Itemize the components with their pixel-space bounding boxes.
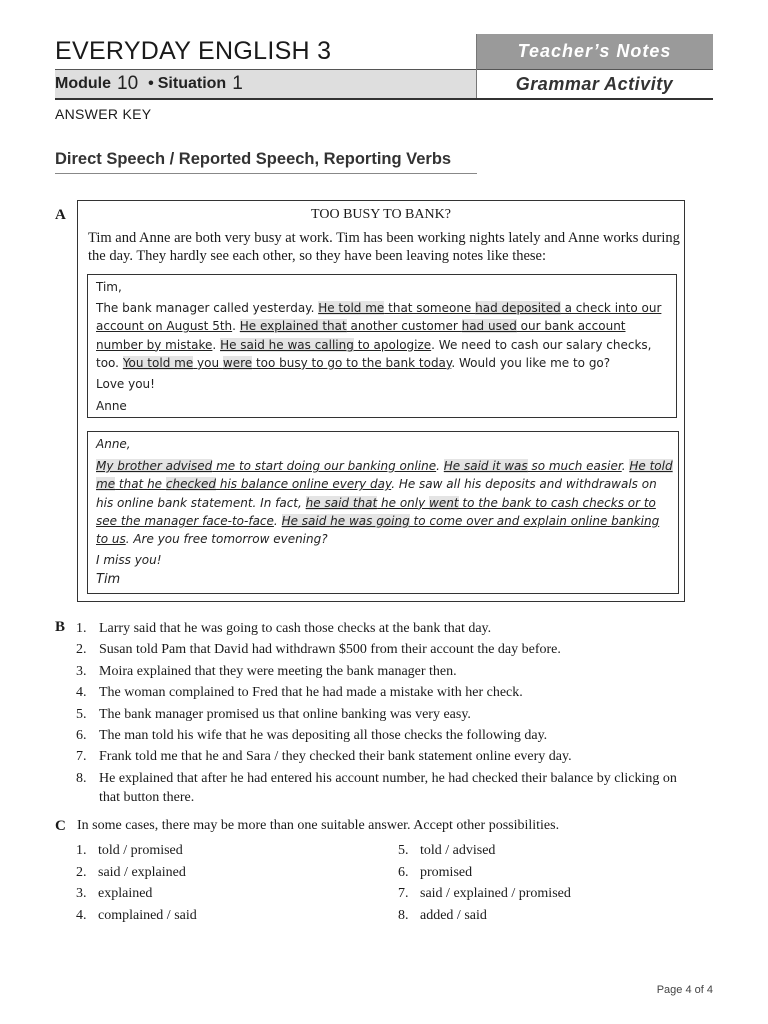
section-c-left-column	[76, 840, 197, 926]
item-number: 3.	[76, 663, 87, 679]
list-item	[76, 661, 696, 682]
reporting-verb-highlight: He explained that	[239, 319, 347, 334]
list-item	[76, 746, 696, 767]
item-number: 7.	[76, 749, 87, 765]
text-span: another customer	[346, 319, 462, 334]
section-a-label: A	[55, 207, 66, 223]
text-span: me to start doing our banking online	[212, 459, 437, 473]
text-span: a check into our account on August 5th	[96, 301, 662, 334]
text-span: so much easier	[527, 459, 622, 473]
story-intro: Tim and Anne are both very busy at work. Tim has been working nights lately and Anne works during the day. They hardly see each other, so they have been leaving notes like these:	[88, 230, 680, 264]
text-span: he only	[377, 495, 430, 510]
text-span: . He saw all his deposits and withdrawals on his online bank statement. In fact,	[96, 477, 657, 510]
item-text: told / advised	[420, 843, 496, 858]
note-from-anne	[87, 274, 677, 418]
reporting-verb-highlight: My brother advised	[96, 459, 213, 473]
item-number: 8.	[76, 770, 87, 786]
item-text: He explained that after he had entered his account number, he had checked their balance by clicking on that button there.	[99, 770, 677, 806]
item-text: Larry said that he was going to cash those checks at the bank that day.	[99, 621, 492, 636]
module-number: 10	[117, 73, 139, 94]
section-b-list	[76, 618, 696, 808]
answer-key-label: ANSWER KEY	[55, 106, 152, 122]
item-number: 8.	[398, 907, 409, 923]
item-text: explained	[98, 886, 153, 901]
item-number: 2.	[76, 642, 87, 658]
verb-tense-highlight: checked	[165, 477, 217, 492]
page-number: Page 4 of 4	[656, 984, 713, 996]
text-span: to apologize	[353, 337, 432, 352]
list-item	[76, 704, 696, 725]
verb-tense-highlight: were	[222, 355, 253, 370]
list-item	[398, 862, 571, 884]
bullet-separator: •	[148, 75, 154, 92]
list-item	[76, 883, 197, 905]
text-span: The bank manager called yesterday.	[96, 301, 319, 315]
item-text: Moira explained that they were meeting the bank manager then.	[99, 663, 457, 679]
item-number: 7.	[398, 886, 409, 901]
text-span: .	[436, 459, 444, 473]
section-c-right-column	[398, 840, 571, 926]
item-text: told / promised	[98, 843, 183, 858]
verb-tense-highlight: went	[429, 495, 459, 510]
item-text: Frank told me that he and Sara / they checked their bank statement online every day.	[99, 749, 572, 765]
item-text: Susan told Pam that David had withdrawn $500 from their account the day before.	[99, 642, 561, 658]
item-number: 1.	[76, 843, 87, 858]
text-span: . We need to cash our salary checks, too.	[96, 337, 652, 370]
list-item	[76, 618, 696, 639]
list-item	[76, 905, 197, 927]
header-bottom-rule	[55, 98, 713, 100]
section-b-label: B	[55, 619, 66, 635]
item-text: said / explained / promised	[420, 886, 571, 901]
item-number: 1.	[76, 621, 87, 636]
verb-tense-highlight: had used	[461, 319, 517, 334]
item-text: The bank manager promised us that online banking was very easy.	[99, 706, 471, 722]
item-text: The woman complained to Fred that he had made a mistake with her check.	[99, 685, 523, 701]
section-title: Direct Speech / Reported Speech, Reporting Verbs	[55, 150, 477, 174]
reporting-verb-highlight: He said he was going	[281, 513, 410, 528]
list-item	[398, 905, 571, 927]
item-number: 3.	[76, 886, 87, 901]
note1-body	[96, 299, 672, 372]
note-from-tim	[87, 431, 679, 594]
item-number: 4.	[76, 907, 87, 923]
verb-tense-highlight: had deposited	[475, 301, 561, 315]
text-span: .	[232, 319, 240, 334]
reporting-verb-highlight: He told me	[96, 459, 673, 492]
item-text: promised	[420, 864, 473, 880]
reporting-verb-highlight: he said that	[305, 495, 378, 510]
section-a-box	[77, 200, 685, 602]
note2-closing: I miss you!	[96, 553, 162, 567]
text-span: his balance online every day	[216, 477, 392, 492]
reporting-verb-highlight: You told me	[122, 355, 194, 370]
reporting-verb-highlight: He told me	[318, 301, 385, 315]
note2-body	[96, 457, 674, 548]
item-number: 6.	[76, 728, 87, 744]
module-label: Module	[55, 75, 111, 92]
list-item	[76, 682, 696, 703]
text-span: you	[193, 355, 223, 370]
list-item	[76, 768, 696, 808]
item-text: added / said	[420, 907, 487, 923]
item-number: 5.	[76, 706, 87, 722]
list-item	[76, 862, 197, 884]
text-span: .	[273, 513, 282, 528]
situation-label: Situation	[157, 75, 227, 92]
section-c-label: C	[55, 818, 66, 834]
note2-salutation: Anne,	[96, 437, 131, 451]
story-title: TOO BUSY TO BANK?	[311, 207, 451, 222]
list-item	[398, 840, 571, 862]
text-span: that he	[115, 477, 166, 492]
item-number: 5.	[398, 843, 409, 858]
item-text: complained / said	[98, 907, 197, 923]
list-item	[398, 883, 571, 905]
reporting-verb-highlight: He said he was calling	[220, 337, 354, 352]
note2-signature: Tim	[96, 572, 121, 587]
reporting-verb-highlight: He said it was	[443, 459, 528, 473]
list-item	[76, 840, 197, 862]
teachers-notes-banner: Teacher’s Notes	[476, 34, 713, 69]
item-number: 4.	[76, 685, 87, 701]
text-span: to the bank to cash checks or to see the manager face-to-face	[96, 495, 656, 528]
situation-number: 1	[232, 73, 243, 94]
list-item	[76, 639, 696, 660]
text-span: our bank account number by mistake	[96, 319, 626, 352]
text-span: . Are you free tomorrow evening?	[125, 532, 328, 547]
section-c-intro: In some cases, there may be more than one suitable answer. Accept other possibilities.	[77, 818, 560, 833]
item-number: 6.	[398, 864, 409, 880]
activity-label: Grammar Activity	[515, 73, 674, 94]
text-span: .	[212, 337, 221, 352]
list-item	[76, 725, 696, 746]
header-vertical-divider	[476, 34, 477, 98]
item-text: The man told his wife that he was depositing all those checks the following day.	[99, 728, 548, 744]
item-text: said / explained	[98, 864, 186, 880]
text-span: to come over and explain online banking to us	[96, 513, 660, 547]
module-bar	[55, 70, 476, 98]
item-number: 2.	[76, 864, 87, 880]
note1-salutation: Tim,	[96, 280, 122, 294]
text-span: too busy to go to the bank today	[252, 355, 452, 370]
note1-signature: Anne	[96, 399, 127, 413]
note1-closing: Love you!	[96, 377, 155, 391]
document-title: EVERYDAY ENGLISH 3	[55, 37, 332, 65]
text-span: that someone	[384, 301, 476, 315]
text-span: . Would you like me to go?	[451, 355, 611, 370]
text-span: .	[621, 459, 630, 473]
